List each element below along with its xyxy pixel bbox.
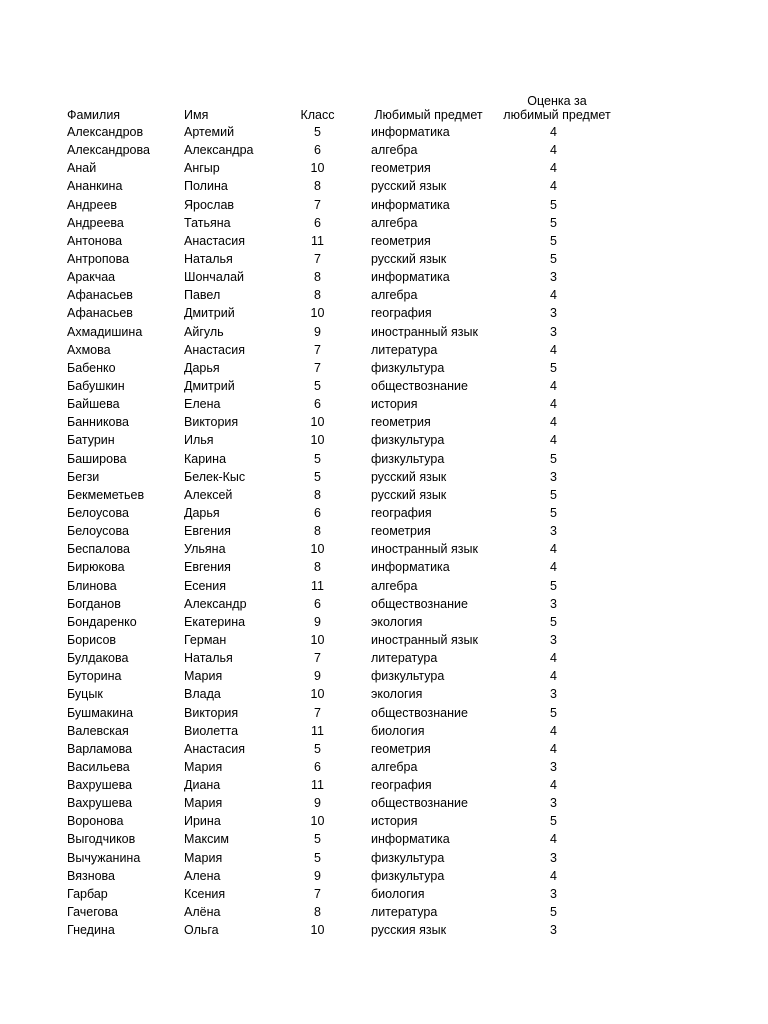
name-cell: Алена	[184, 868, 221, 883]
subject-cell: биология	[371, 723, 425, 738]
rating-cell: 3	[550, 324, 557, 339]
surname-cell: Ахмова	[67, 342, 111, 357]
surname-cell: Бирюкова	[67, 560, 125, 575]
name-cell: Екатерина	[184, 614, 246, 629]
surname-cell: Александров	[67, 125, 144, 139]
name-cell: Влада	[184, 687, 221, 702]
surname-cell: Булдакова	[67, 651, 129, 666]
grade-cell: 11	[311, 778, 324, 793]
name-cell: Ульяна	[184, 542, 226, 557]
rating-cell: 4	[550, 125, 557, 139]
name-cell: Артемий	[184, 125, 235, 139]
rating-cell: 3	[550, 886, 557, 901]
subject-cell: информатика	[371, 832, 450, 847]
name-cell: Алёна	[184, 905, 221, 920]
rating-cell: 4	[550, 415, 557, 430]
subject-cell: алгебра	[371, 215, 418, 230]
rating-cell: 3	[550, 850, 557, 865]
name-cell: Герман	[184, 632, 227, 647]
grade-cell: 6	[314, 505, 321, 520]
rating-cell: 4	[550, 542, 557, 557]
subject-cell: информатика	[371, 197, 450, 212]
name-cell: Илья	[184, 433, 214, 448]
grade-cell: 11	[311, 723, 324, 738]
surname-cell: Бегзи	[67, 469, 100, 484]
rating-cell: 5	[550, 578, 557, 593]
name-cell: Мария	[184, 850, 223, 865]
grade-cell: 6	[314, 759, 321, 774]
rating-cell: 3	[550, 759, 557, 774]
surname-cell: Выгодчиков	[67, 832, 136, 847]
subject-cell: русский язык	[371, 251, 447, 266]
header-name: Имя	[184, 108, 209, 122]
surname-cell: Буторина	[67, 669, 122, 684]
subject-cell: обществознание	[371, 705, 468, 720]
rating-cell: 4	[550, 342, 557, 357]
grade-cell: 10	[310, 542, 325, 557]
rating-cell: 3	[550, 524, 557, 539]
grade-cell: 5	[314, 741, 321, 756]
subject-cell: геометрия	[371, 741, 431, 756]
rating-cell: 4	[550, 651, 557, 666]
surname-cell: Аракчаа	[67, 270, 116, 285]
name-cell: Наталья	[184, 651, 233, 666]
name-cell: Дарья	[184, 505, 220, 520]
subject-cell: геометрия	[371, 524, 431, 539]
name-cell: Есения	[184, 578, 227, 593]
grade-cell: 10	[310, 433, 325, 448]
grade-cell: 6	[314, 143, 321, 158]
subject-cell: физкультура	[371, 868, 445, 883]
subject-cell: история	[371, 814, 418, 829]
grade-cell: 6	[314, 215, 321, 230]
subject-cell: история	[371, 397, 418, 412]
surname-cell: Валевская	[67, 723, 129, 738]
surname-cell: Бекмеметьев	[67, 487, 145, 502]
grade-cell: 5	[314, 469, 321, 484]
name-cell: Карина	[184, 451, 227, 466]
subject-cell: русский язык	[371, 487, 447, 502]
grade-cell: 5	[314, 832, 321, 847]
grade-cell: 6	[314, 397, 321, 412]
name-cell: Евгения	[184, 524, 231, 539]
surname-cell: Антропова	[67, 251, 130, 266]
name-cell: Анастасия	[184, 233, 245, 248]
name-cell: Виолетта	[184, 723, 239, 738]
subject-cell: литература	[371, 651, 438, 666]
grade-cell: 10	[310, 632, 325, 647]
subject-cell: экология	[371, 614, 423, 629]
name-cell: Павел	[184, 288, 221, 303]
grade-cell: 11	[311, 233, 324, 248]
surname-cell: Гачегова	[67, 905, 118, 920]
surname-cell: Воронова	[67, 814, 124, 829]
rating-cell: 5	[550, 360, 557, 375]
subject-cell: геометрия	[371, 161, 431, 176]
header-rating-line1: Оценка за	[527, 94, 587, 108]
grade-cell: 9	[314, 324, 321, 339]
name-cell: Наталья	[184, 251, 233, 266]
name-cell: Мария	[184, 796, 223, 811]
name-cell: Александра	[184, 143, 254, 158]
surname-cell: Антонова	[67, 233, 123, 248]
subject-cell: география	[371, 778, 432, 793]
rating-cell: 5	[550, 505, 557, 520]
subject-cell: алгебра	[371, 288, 418, 303]
rating-cell: 4	[550, 143, 557, 158]
grade-cell: 7	[314, 651, 321, 666]
name-cell: Анастасия	[184, 741, 245, 756]
subject-cell: физкультура	[371, 360, 445, 375]
students-table	[67, 92, 667, 939]
subject-cell: геометрия	[371, 415, 431, 430]
grade-cell: 7	[314, 705, 321, 720]
surname-cell: Богданов	[67, 596, 121, 611]
name-cell: Ярослав	[184, 197, 235, 212]
name-cell: Дмитрий	[184, 306, 235, 321]
header-favorite-subject: Любимый предмет	[374, 108, 483, 122]
grade-cell: 7	[314, 360, 321, 375]
name-cell: Шончалай	[184, 270, 245, 285]
rating-cell: 5	[550, 197, 557, 212]
grade-cell: 5	[314, 125, 321, 139]
subject-cell: обществознание	[371, 796, 468, 811]
subject-cell: физкультура	[371, 669, 445, 684]
name-cell: Мария	[184, 669, 223, 684]
subject-cell: иностранный язык	[371, 324, 478, 339]
rating-cell: 3	[550, 632, 557, 647]
grade-cell: 7	[314, 342, 321, 357]
rating-cell: 4	[550, 832, 557, 847]
name-cell: Дарья	[184, 360, 220, 375]
rating-cell: 3	[550, 306, 557, 321]
name-cell: Полина	[184, 179, 228, 194]
rating-cell: 5	[550, 705, 557, 720]
subject-cell: литература	[371, 342, 438, 357]
name-cell: Ксения	[184, 886, 226, 901]
rating-cell: 4	[550, 378, 557, 393]
subject-cell: русский язык	[371, 179, 447, 194]
rating-cell: 4	[550, 179, 557, 194]
grade-cell: 10	[310, 415, 325, 430]
name-cell: Алексей	[184, 487, 233, 502]
rating-cell: 3	[550, 923, 557, 938]
header-surname: Фамилия	[67, 108, 121, 122]
subject-cell: география	[371, 306, 432, 321]
grade-cell: 7	[314, 197, 321, 212]
subject-cell: алгебра	[371, 578, 418, 593]
surname-cell: Вычужанина	[67, 850, 141, 865]
name-cell: Евгения	[184, 560, 231, 575]
surname-cell: Вязнова	[67, 868, 116, 883]
subject-cell: геометрия	[371, 233, 431, 248]
rating-cell: 5	[550, 451, 557, 466]
surname-cell: Анай	[67, 161, 97, 176]
surname-cell: Вахрушева	[67, 778, 133, 793]
rating-cell: 5	[550, 487, 557, 502]
grade-cell: 5	[314, 378, 321, 393]
rating-cell: 5	[550, 614, 557, 629]
subject-cell: иностранный язык	[371, 542, 478, 557]
surname-cell: Блинова	[67, 578, 117, 593]
name-cell: Мария	[184, 759, 223, 774]
surname-cell: Бушмакина	[67, 705, 134, 720]
grade-cell: 10	[310, 814, 325, 829]
rating-cell: 3	[550, 687, 557, 702]
name-cell: Ирина	[184, 814, 221, 829]
subject-cell: география	[371, 505, 432, 520]
name-cell: Елена	[184, 397, 221, 412]
rating-cell: 5	[550, 215, 557, 230]
name-cell: Белек-Кыс	[184, 469, 246, 484]
name-cell: Диана	[184, 778, 221, 793]
surname-cell: Байшева	[67, 397, 120, 412]
grade-cell: 9	[314, 868, 321, 883]
surname-cell: Бабенко	[67, 360, 116, 375]
subject-cell: алгебра	[371, 143, 418, 158]
name-cell: Александр	[184, 596, 247, 611]
grade-cell: 9	[314, 614, 321, 629]
rating-cell: 3	[550, 270, 557, 285]
grade-cell: 9	[314, 669, 321, 684]
subject-cell: физкультура	[371, 850, 445, 865]
subject-cell: иностранный язык	[371, 632, 478, 647]
name-cell: Виктория	[184, 415, 239, 430]
grade-cell: 10	[310, 306, 325, 321]
rating-cell: 4	[550, 161, 557, 176]
rating-cell: 3	[550, 469, 557, 484]
rating-cell: 5	[550, 233, 557, 248]
name-cell: Анастасия	[184, 342, 245, 357]
header-rating	[502, 92, 612, 123]
subject-cell: информатика	[371, 270, 450, 285]
subject-cell: биология	[371, 886, 425, 901]
grade-cell: 10	[310, 161, 325, 176]
name-cell: Ольга	[184, 923, 219, 938]
surname-cell: Гарбар	[67, 886, 108, 901]
rating-cell: 3	[550, 796, 557, 811]
rating-cell: 4	[550, 560, 557, 575]
surname-cell: Белоусова	[67, 505, 129, 520]
surname-cell: Ананкина	[67, 179, 123, 194]
rating-cell: 4	[550, 669, 557, 684]
grade-cell: 10	[310, 687, 325, 702]
name-cell: Ангыр	[184, 161, 220, 176]
surname-cell: Батурин	[67, 433, 115, 448]
name-cell: Айгуль	[184, 324, 224, 339]
subject-cell: русский язык	[371, 469, 447, 484]
name-cell: Виктория	[184, 705, 239, 720]
subject-cell: физкультура	[371, 433, 445, 448]
grade-cell: 10	[310, 923, 325, 938]
surname-cell: Борисов	[67, 632, 117, 647]
rating-cell: 4	[550, 433, 557, 448]
grade-cell: 8	[314, 487, 321, 502]
surname-cell: Банникова	[67, 415, 129, 430]
surname-cell: Андреев	[67, 197, 118, 212]
surname-cell: Афанасьев	[67, 288, 133, 303]
rating-cell: 4	[550, 741, 557, 756]
rating-cell: 4	[550, 778, 557, 793]
subject-cell: алгебра	[371, 759, 418, 774]
grade-cell: 8	[314, 270, 321, 285]
grade-cell: 7	[314, 251, 321, 266]
grade-cell: 8	[314, 288, 321, 303]
header-grade: Класс	[300, 108, 335, 122]
surname-cell: Вахрушева	[67, 796, 133, 811]
rating-cell: 3	[550, 596, 557, 611]
name-cell: Дмитрий	[184, 378, 235, 393]
rating-cell: 4	[550, 868, 557, 883]
rating-cell: 5	[550, 251, 557, 266]
subject-cell: обществознание	[371, 378, 468, 393]
surname-cell: Беспалова	[67, 542, 130, 557]
rating-cell: 4	[550, 288, 557, 303]
header-rating-line2: любимый предмет	[503, 108, 611, 122]
surname-cell: Андреева	[67, 215, 124, 230]
surname-cell: Бондаренко	[67, 614, 137, 629]
surname-cell: Баширова	[67, 451, 127, 466]
grade-cell: 6	[314, 596, 321, 611]
grade-cell: 11	[311, 578, 324, 593]
rating-cell: 5	[550, 905, 557, 920]
surname-cell: Афанасьев	[67, 306, 133, 321]
grade-cell: 5	[314, 451, 321, 466]
surname-cell: Варламова	[67, 741, 133, 756]
surname-cell: Буцык	[67, 687, 103, 702]
subject-cell: обществознание	[371, 596, 468, 611]
name-cell: Татьяна	[184, 215, 231, 230]
grade-cell: 9	[314, 796, 321, 811]
surname-cell: Гнедина	[67, 923, 115, 938]
subject-cell: русския язык	[371, 923, 447, 938]
surname-cell: Александрова	[67, 143, 150, 158]
rating-cell: 4	[550, 397, 557, 412]
surname-cell: Бабушкин	[67, 378, 125, 393]
surname-cell: Белоусова	[67, 524, 129, 539]
subject-cell: информатика	[371, 560, 450, 575]
spreadsheet	[67, 92, 667, 939]
grade-cell: 5	[314, 850, 321, 865]
grade-cell: 7	[314, 886, 321, 901]
rating-cell: 4	[550, 723, 557, 738]
name-cell: Максим	[184, 832, 229, 847]
grade-cell: 8	[314, 560, 321, 575]
surname-cell: Васильева	[67, 759, 130, 774]
subject-cell: информатика	[371, 125, 450, 139]
subject-cell: экология	[371, 687, 423, 702]
subject-cell: литература	[371, 905, 438, 920]
surname-cell: Ахмадишина	[67, 324, 143, 339]
grade-cell: 8	[314, 905, 321, 920]
rating-cell: 5	[550, 814, 557, 829]
grade-cell: 8	[314, 179, 321, 194]
subject-cell: физкультура	[371, 451, 445, 466]
grade-cell: 8	[314, 524, 321, 539]
